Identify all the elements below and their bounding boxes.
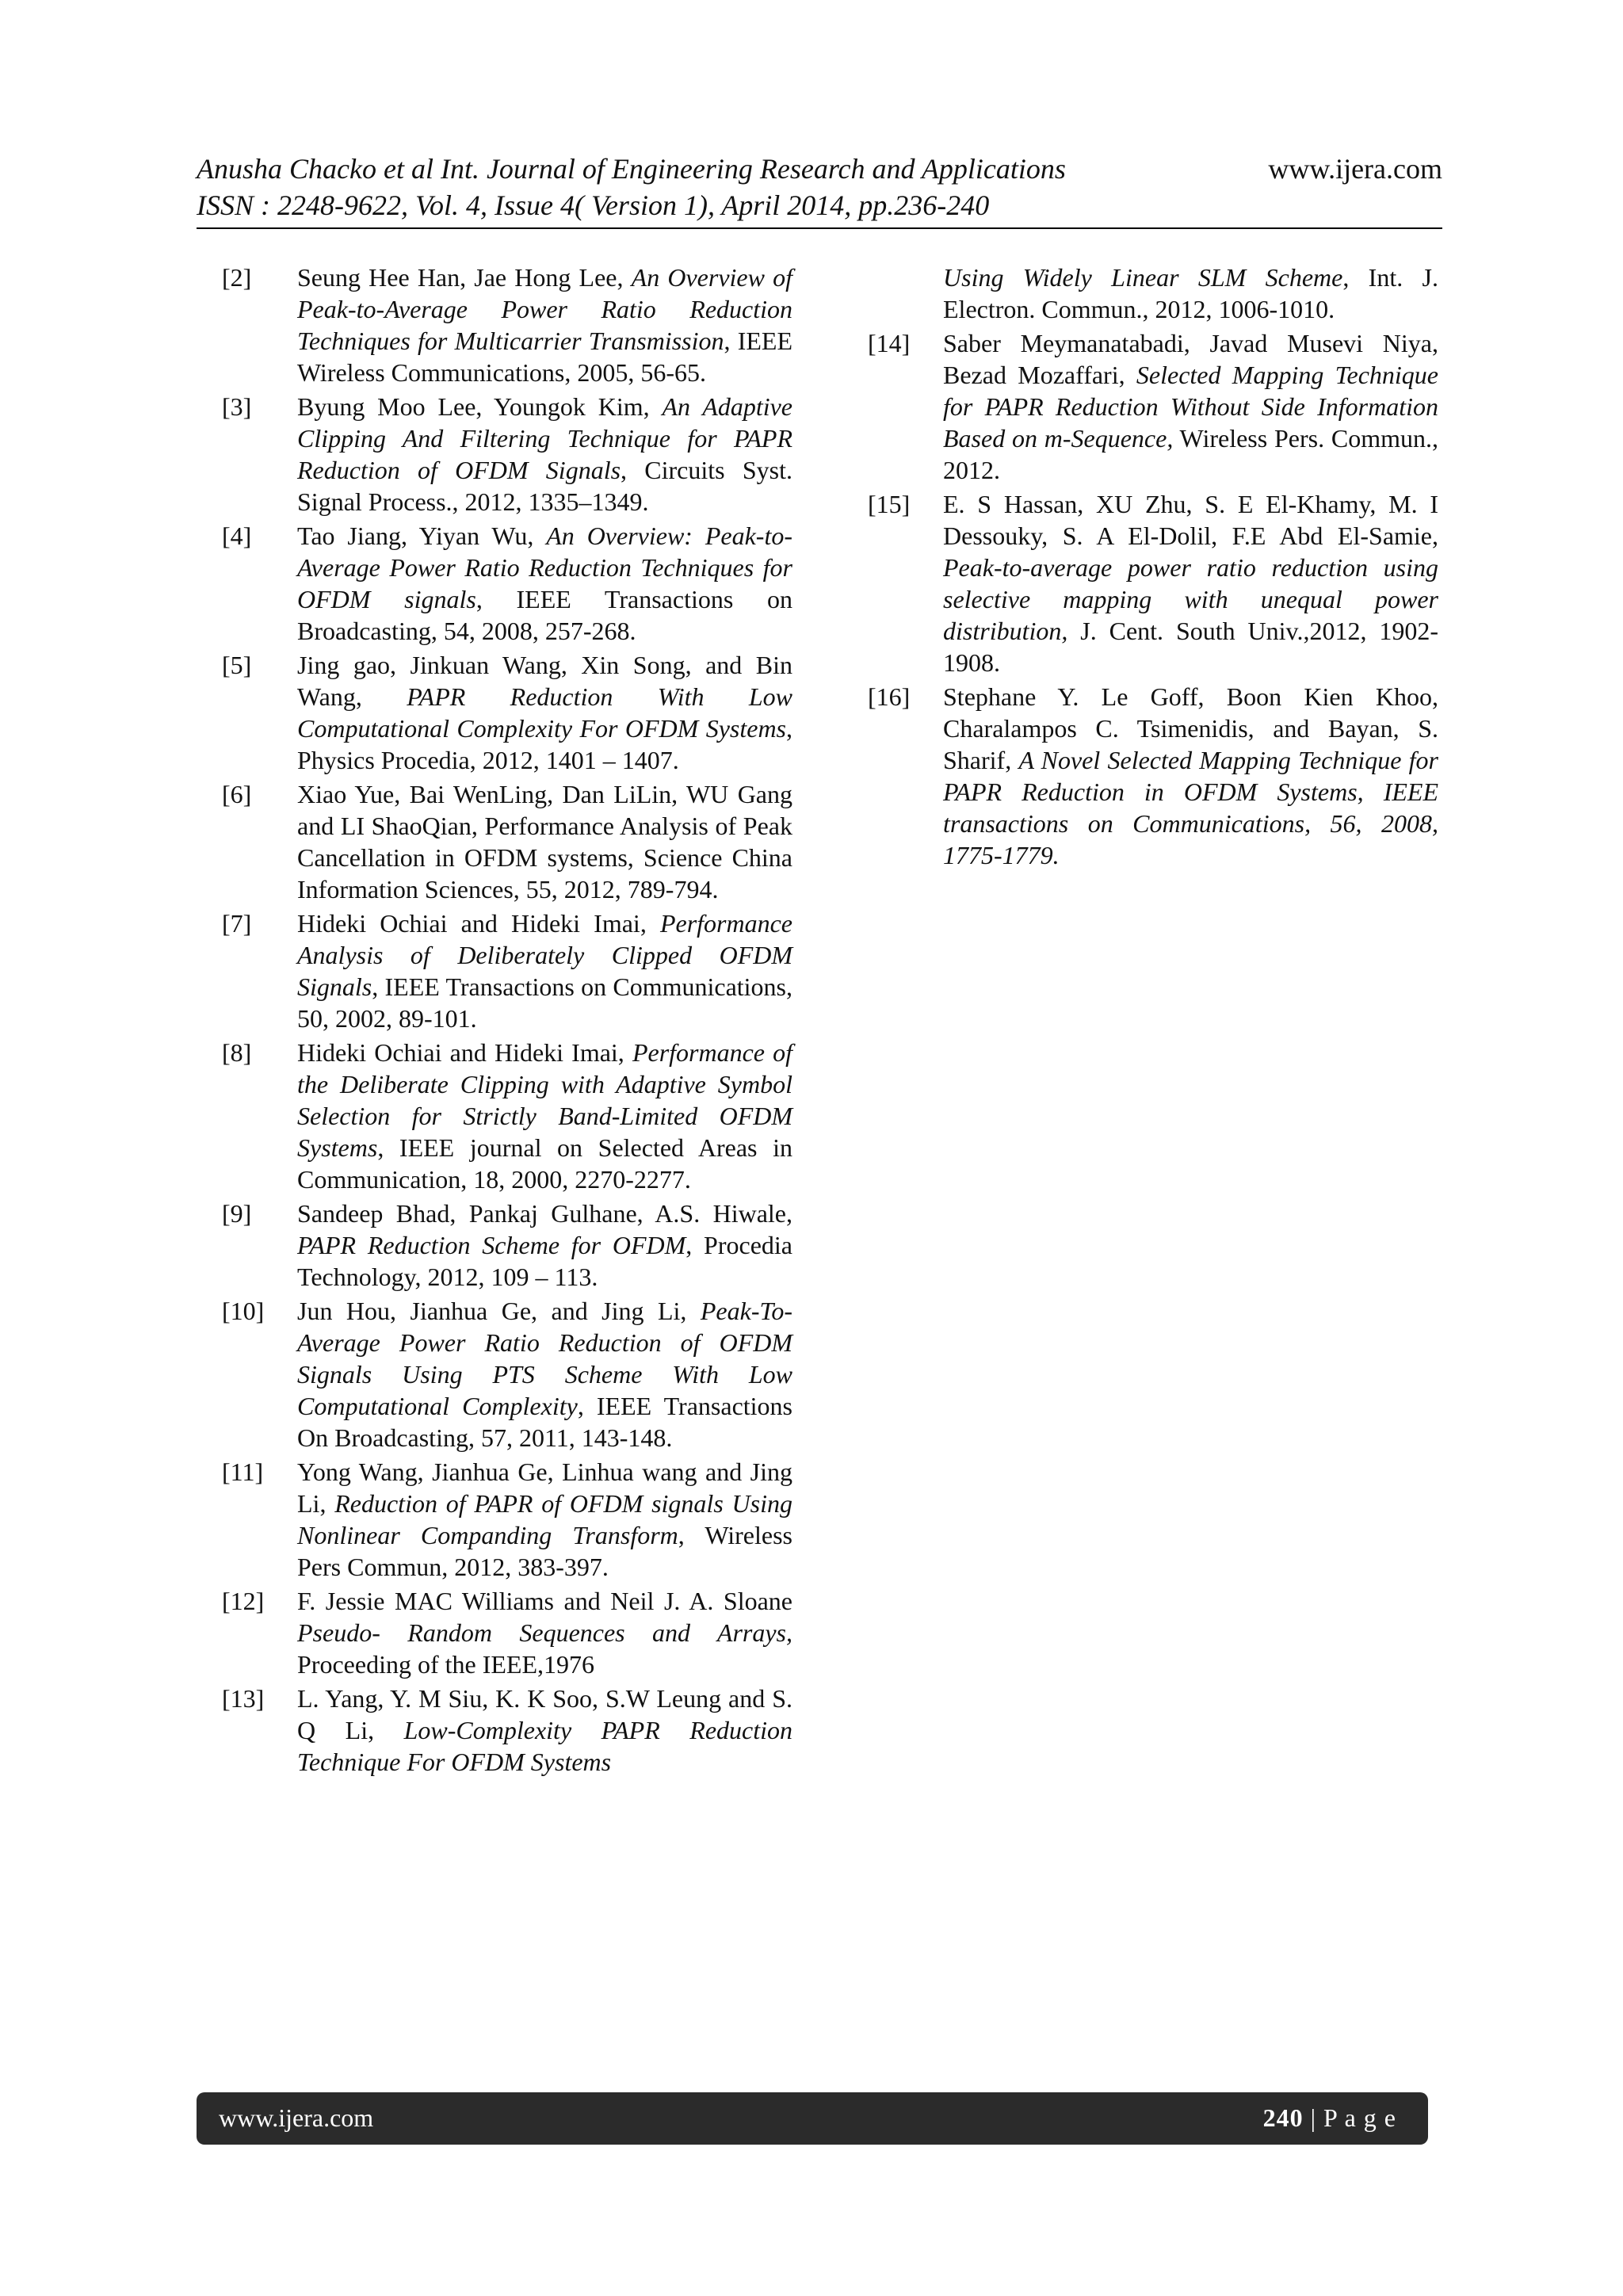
- reference-number: [5]: [222, 651, 252, 679]
- page-label: | P a g e: [1303, 2103, 1396, 2132]
- reference-11: [222, 1456, 792, 1583]
- reference-number: [10]: [222, 1297, 265, 1325]
- reference-authors: Sandeep Bhad, Pankaj Gulhane, A.S. Hiwale,: [297, 1199, 792, 1228]
- reference-6: [222, 778, 792, 905]
- reference-title: Pseudo- Random Sequences and Arrays,: [297, 1618, 792, 1647]
- reference-3: [222, 391, 792, 518]
- reference-15: [868, 488, 1438, 678]
- reference-authors: Hideki Ochiai and Hideki Imai,: [297, 1038, 632, 1067]
- reference-10: [222, 1295, 792, 1454]
- reference-source: , Int. J. Electron. Commun., 2012, 1006-1010.: [943, 263, 1439, 323]
- reference-14: [868, 327, 1438, 486]
- reference-title-continued: Using Widely Linear SLM Scheme: [943, 263, 1343, 292]
- reference-source: , IEEE Transactions On Broadcasting, 57, 2011, 143-148.: [297, 1392, 793, 1452]
- reference-4: [222, 520, 792, 647]
- reference-title: An Overview of Peak-to-Average Power Ratio Reduction Techniques for Multicarrier Transmission: [297, 263, 793, 355]
- reference-authors: Saber Meymanatabadi, Javad Musevi Niya, Bezad Mozaffari,: [943, 329, 1438, 389]
- reference-authors: Byung Moo Lee, Youngok Kim,: [297, 392, 663, 421]
- reference-number: [14]: [868, 329, 911, 357]
- reference-13-continued: [868, 262, 1438, 325]
- reference-number: [3]: [222, 392, 252, 421]
- reference-authors: Stephane Y. Le Goff, Boon Kien Khoo, Charalampos C. Tsimenidis, and Bayan, S. Sharif,: [943, 682, 1438, 774]
- reference-title: Peak-to-average power ratio reduction using selective mapping with unequal power distribution,: [943, 553, 1438, 645]
- reference-authors: F. Jessie MAC Williams and Neil J. A. Sloane: [297, 1587, 792, 1615]
- reference-number: [7]: [222, 909, 252, 938]
- reference-source: Wireless Pers. Commun., 2012.: [943, 424, 1439, 484]
- header-site: www.ijera.com: [1268, 153, 1442, 185]
- running-header: [197, 151, 1442, 223]
- reference-title: An Adaptive Clipping And Filtering Technique for PAPR Reduction of OFDM Signals: [297, 392, 793, 484]
- reference-2: [222, 262, 792, 388]
- reference-source: , Procedia Technology, 2012, 109 – 113.: [297, 1231, 793, 1291]
- reference-number: [16]: [868, 682, 911, 711]
- reference-authors: Seung Hee Han, Jae Hong Lee,: [297, 263, 632, 292]
- reference-title: PAPR Reduction Scheme for OFDM: [297, 1231, 686, 1259]
- reference-title: A Novel Selected Mapping Technique for PAPR Reduction in OFDM Systems, IEEE transactions on Communications, 56, 2008, 1775-1779.: [943, 746, 1439, 869]
- reference-title: Performance Analysis of Deliberately Clipped OFDM Signals: [297, 909, 792, 1001]
- page-footer: [197, 2092, 1428, 2145]
- reference-authors: L. Yang, Y. M Siu, K. K Soo, S.W Leung and S. Q Li,: [297, 1684, 792, 1744]
- references-right-column: [868, 262, 1438, 871]
- reference-authors: Jing gao, Jinkuan Wang, Xin Song, and Bin Wang,: [297, 651, 792, 711]
- reference-16: [868, 681, 1438, 871]
- reference-source: , IEEE Transactions on Broadcasting, 54, 2008, 257-268.: [297, 585, 793, 645]
- reference-number: [4]: [222, 521, 252, 550]
- reference-source: , IEEE Transactions on Communications, 50, 2002, 89-101.: [297, 972, 792, 1033]
- reference-source: , Circuits Syst. Signal Process., 2012, 1335–1349.: [297, 456, 792, 516]
- reference-authors: Jun Hou, Jianhua Ge, and Jing Li,: [297, 1297, 701, 1325]
- reference-title: An Overview: Peak-to-Average Power Ratio Reduction Techniques for OFDM signals: [297, 521, 793, 613]
- header-journal-line: Anusha Chacko et al Int. Journal of Engineering Research and Applications: [197, 153, 1066, 185]
- page-number: [1263, 2102, 1396, 2134]
- reference-source: J. Cent. South Univ.,2012, 1902-1908.: [943, 617, 1438, 677]
- reference-title: PAPR Reduction With Low Computational Complexity For OFDM Systems: [297, 682, 793, 743]
- reference-authors: Yong Wang, Jianhua Ge, Linhua wang and Jing Li,: [297, 1457, 792, 1518]
- reference-authors: Tao Jiang, Yiyan Wu,: [297, 521, 547, 550]
- reference-number: [13]: [222, 1684, 265, 1713]
- reference-source: , Wireless Pers Commun, 2012, 383-397.: [297, 1521, 793, 1581]
- reference-8: [222, 1037, 792, 1195]
- reference-12: [222, 1585, 792, 1680]
- reference-9: [222, 1198, 792, 1293]
- references-left-column: [222, 262, 792, 1778]
- reference-13: [222, 1683, 792, 1778]
- reference-authors: Hideki Ochiai and Hideki Imai,: [297, 909, 660, 938]
- reference-number: [2]: [222, 263, 252, 292]
- reference-source: Proceeding of the IEEE,1976: [297, 1650, 594, 1679]
- reference-number: [11]: [222, 1457, 264, 1486]
- reference-5: [222, 649, 792, 776]
- reference-title: Low-Complexity PAPR Reduction Technique For OFDM Systems: [297, 1716, 792, 1776]
- reference-7: [222, 907, 792, 1034]
- reference-number: [9]: [222, 1199, 252, 1228]
- reference-authors: E. S Hassan, XU Zhu, S. E El-Khamy, M. I Dessouky, S. A El-Dolil, F.E Abd El-Samie,: [943, 490, 1438, 550]
- reference-number: [8]: [222, 1038, 252, 1067]
- reference-source: , IEEE Wireless Communications, 2005, 56-65.: [297, 327, 793, 387]
- reference-source: , Physics Procedia, 2012, 1401 – 1407.: [297, 714, 792, 774]
- reference-number: [12]: [222, 1587, 265, 1615]
- header-issn-line: ISSN : 2248-9622, Vol. 4, Issue 4( Version 1), April 2014, pp.236-240: [197, 189, 990, 221]
- footer-site: www.ijera.com: [219, 2103, 374, 2132]
- reference-title: Selected Mapping Technique for PAPR Reduction Without Side Information Based on m-Sequence,: [943, 361, 1439, 453]
- reference-number: [6]: [222, 780, 252, 808]
- page-number-value: 240: [1262, 2103, 1304, 2132]
- header-rule: [197, 227, 1442, 229]
- reference-title: Performance of the Deliberate Clipping with Adaptive Symbol Selection for Strictly Band-Limited OFDM Systems: [297, 1038, 793, 1162]
- reference-title: Peak-To-Average Power Ratio Reduction of OFDM Signals Using PTS Scheme With Low Computational Complexity: [297, 1297, 792, 1420]
- reference-title: Reduction of PAPR of OFDM signals Using Nonlinear Companding Transform: [297, 1489, 793, 1549]
- reference-text: Xiao Yue, Bai WenLing, Dan LiLin, WU Gang and LI ShaoQian, Performance Analysis of Peak Cancellation in OFDM systems, Science China Information Sciences, 55, 2012, 789-794.: [297, 780, 792, 904]
- reference-source: , IEEE journal on Selected Areas in Communication, 18, 2000, 2270-2277.: [297, 1133, 792, 1194]
- reference-number: [15]: [868, 490, 911, 518]
